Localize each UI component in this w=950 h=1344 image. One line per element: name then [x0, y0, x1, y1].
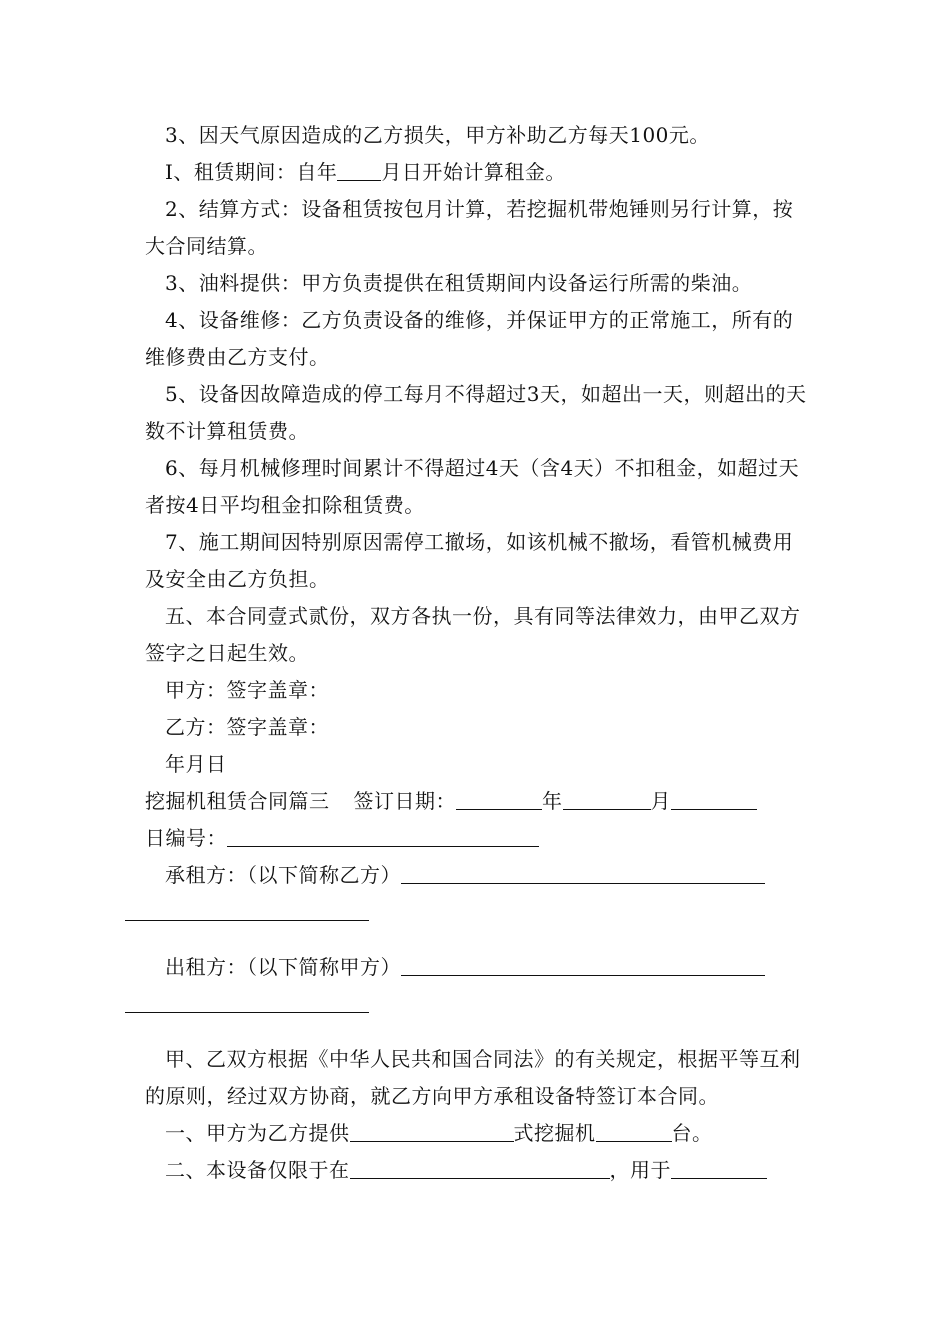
clause-settlement: 2、结算方式：设备租赁按包月计算，若挖掘机带炮锤则另行计算，按大合同结算。 [145, 197, 794, 258]
blank-field [125, 990, 369, 1013]
clause-repair-time: 6、每月机械修理时间累计不得超过4天（含4天）不扣租金，如超过天者按4日平均租金扣除租赁费。 [145, 456, 800, 517]
clause-equipment-usage: 二、本设备仅限于在 ，用于 [145, 1152, 807, 1189]
blank-field [671, 787, 757, 810]
contract-three-heading: 挖掘机租赁合同篇三 签订日期： 年 月 日编号： [145, 783, 807, 857]
clause-equipment-supply: 一、甲方为乙方提供 式挖掘机 台。 [165, 1121, 713, 1145]
contract-body [145, 117, 807, 1189]
party-b-signature: 乙方：签字盖章： [165, 715, 329, 739]
blank-field [563, 787, 651, 810]
clause-maintenance: 4、设备维修：乙方负责设备的维修，并保证甲方的正常施工，所有的维修费由乙方支付。 [145, 308, 794, 369]
blank-field [596, 1119, 672, 1142]
lessor-line: 出租方：（以下简称甲方） [145, 949, 807, 1023]
blank-field [350, 1119, 514, 1142]
lessee-line: 承租方：（以下简称乙方） [145, 857, 807, 931]
blank-field [337, 158, 381, 181]
clause-withdrawal: 7、施工期间因特别原因需停工撤场，如该机械不撤场，看管机械费用及安全由乙方负担。 [145, 530, 794, 591]
blank-field [401, 861, 765, 884]
blank-field [456, 787, 542, 810]
party-a-signature: 甲方：签字盖章： [165, 678, 329, 702]
clause-lease-period: I、租赁期间：自年 月日开始计算租金。 [165, 160, 566, 184]
blank-field [227, 824, 539, 847]
blank-field [671, 1156, 767, 1179]
signature-date: 年月日 [165, 752, 227, 776]
clause-breakdown: 5、设备因故障造成的停工每月不得超过3天，如超出一天，则超出的天数不计算租赁费。 [145, 382, 807, 443]
blank-field [125, 898, 369, 921]
clause-fuel: 3、油料提供：甲方负责提供在租赁期间内设备运行所需的柴油。 [165, 271, 753, 295]
clause-weather-compensation: 3、因天气原因造成的乙方损失，甲方补助乙方每天100元。 [165, 123, 710, 147]
clause-validity: 五、本合同壹式贰份，双方各执一份，具有同等法律效力，由甲乙双方签字之日起生效。 [145, 604, 801, 665]
contract-preamble: 甲、乙双方根据《中华人民共和国合同法》的有关规定，根据平等互利的原则，经过双方协商，就乙方向甲方承租设备特签订本合同。 [145, 1047, 801, 1108]
blank-field [350, 1156, 610, 1179]
blank-field [401, 953, 765, 976]
